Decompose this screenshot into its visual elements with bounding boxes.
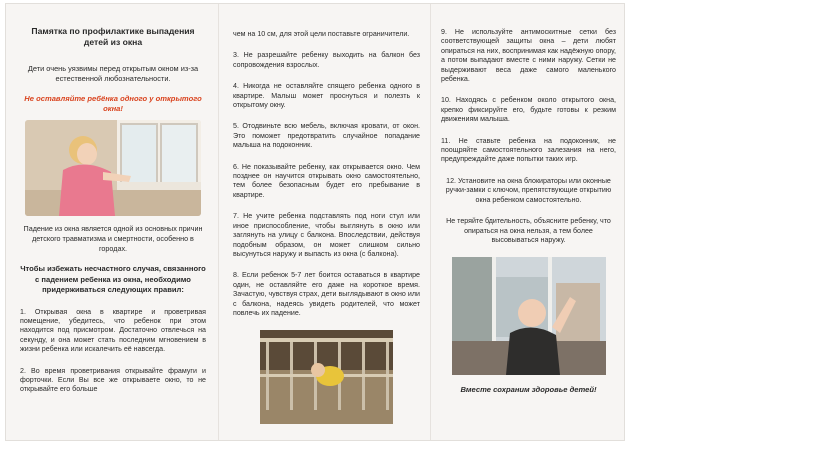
photo-baby-at-window	[452, 257, 606, 375]
rule-8: 8. Если ребенок 5-7 лет боится оставаться в квартире один, не оставляйте его даже на короткое время. Зачастую, чувствуя страх, дети выглядывают в окно или с балкона, надеясь увидеть родителей, что может повлечь их падение.	[233, 271, 420, 317]
rule-6: 6. Не показывайте ребенку, как открывается окно. Чем позднее он научится открывать окно самостоятельно, тем более безопасным будет его пребывание в квартире.	[233, 162, 420, 199]
rule-10: 10. Находясь с ребенком около открытого окна, крепко фиксируйте его, будьте готовы к резким движениям малыша.	[441, 96, 616, 124]
warning-text: Не оставляйте ребёнка одного у открытого окна!	[24, 94, 202, 113]
photo-baby-at-window-image	[452, 257, 606, 375]
rule-1: 1. Открывая окна в квартире и проветривая помещение, убедитесь, что ребенок при этом находится под присмотром. Достаточно отвлечься на секунду, и она может стать последним мгновением в жизни ребенка или искалечить её навсегда.	[20, 307, 206, 354]
photo-balcony-railing-image	[260, 330, 393, 424]
photo-caption: Падение из окна является одной из основных причин детского травматизма и смертности, особенно в городах.	[23, 224, 203, 253]
rule-11: 11. Не ставьте ребенка на подоконник, не поощряйте самостоятельного залезания на него, предупреждайте даже попытки таких игр.	[441, 136, 616, 164]
photo-child-at-window-image	[25, 120, 201, 216]
rule-2: 2. Во время проветривания открывайте фрамуги и форточки. Если Вы все же открываете окно, то не открывайте его больше	[20, 366, 206, 394]
intro-text: Дети очень уязвимы перед открытым окном из-за естественной любознательности.	[27, 64, 199, 83]
rule-3: 3. Не разрешайте ребенку выходить на балкон без сопровождения взрослых.	[233, 51, 420, 69]
motto-text: Вместе сохраним здоровье детей!	[460, 385, 597, 395]
leaflet-column-3	[430, 4, 624, 440]
rule-7: 7. Не учите ребенка подставлять под ноги стул или иное приспособление, чтобы выглянуть в окно или заглянуть на улицу с балкона. Впоследствии, действуя подобным образом, он может слишком сильно высунуться наружу и выпасть из окна (с балкона).	[233, 212, 420, 258]
leaflet-sheet	[6, 4, 624, 440]
leaflet-column-1	[6, 4, 218, 440]
leaflet-title: Памятка по профилактике выпадения детей из окна	[31, 26, 195, 47]
photo-balcony-railing	[260, 330, 393, 424]
rule-5: 5. Отодвиньте всю мебель, включая кровати, от окон. Это поможет предотвратить случайное попадание малыша на подоконник.	[233, 122, 420, 150]
rule-4: 4. Никогда не оставляйте спящего ребенка одного в квартире. Малыш может проснуться и полезть к открытому окну.	[233, 82, 420, 110]
leaflet-column-2	[218, 4, 430, 440]
closing-advice: Не теряйте бдительность, объясните ребенку, что опираться на окна нельзя, а тем более высовываться наружу.	[446, 217, 611, 244]
rules-heading: Чтобы избежать несчастного случая, связанного с падением ребенка из окна, необходимо придерживаться следующих правил:	[20, 264, 206, 294]
rule-2-continued: чем на 10 см, для этой цели поставьте ограничители.	[233, 30, 410, 38]
photo-child-at-window	[25, 120, 201, 216]
rule-9: 9. Не используйте антимоскитные сетки без соответствующей защиты окна – дети любят опираться на них, воспринимая как надёжную опору, а потом выпадают вместе с ними наружу. Сетки не выдерживают веса даже самого маленького ребенка.	[441, 28, 616, 84]
rule-12: 12. Установите на окна блокираторы или оконные ручки-замки с ключом, препятствующие открытию окна ребенком самостоятельно.	[445, 176, 612, 204]
